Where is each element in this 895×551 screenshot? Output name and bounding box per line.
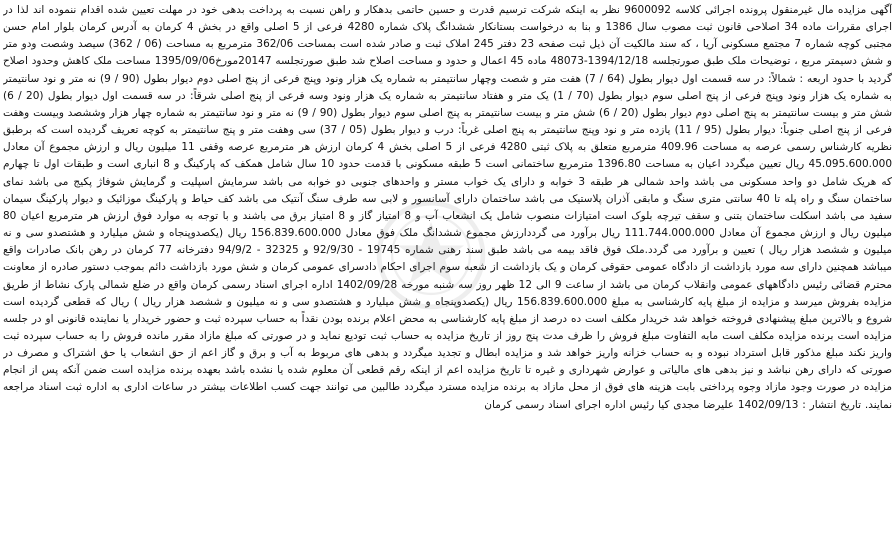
auction-notice-text: آگهی مزایده مال غیرمنقول پرونده اجرائی کلاسه 9600092 نظر به اینکه شرکت ترسیم قدرت و حسین حاتمی بدهکار و راهن نسبت به پرداخت بدهی خود در مهلت تعیین شده اقدام ننموده اند لذا در اجرای مقررات ماده 34 اصلاحی قانون ثبت مصوب سال 1386 و بنا به درخواست بستانکار ششدانگ پلاک شماره 4280 فرعی از 5 اصلی واقع در بخش 4 کرمان به آدرس کرمان بلوار امام حسن مجتبی کوچه شماره 7 مجتمع مسکونی آریا ، که سند مالکیت آن ذیل ثبت صفحه 23 دفتر 245 املاک ثبت و صادر شده است بمساحت 362/06 مترمربع به مساحت (06 / 362) سیصد وشصت ودو متر و شش دسیمتر مربع ، توضیحات ملک طبق صورتجلسه 1394/12/18-48073 ماده 45 اعمال و حدود و مساحت اصلاح شد طبق صورتجلسه 20147مورخ1395/09/06 مساحت ملک کاهش وحدود اصلاح گردید با حدود اربعه : شمالاً: در سه قسمت اول دیوار بطول (64 / 7) هفت متر و شصت وچهار سانتیمتر به شماره یک هزار ونود وپنج فرعی از پنج اصلی دوم دیوار بطول (90 / 9) نه متر و نود سانتیمتر به شماره یک هزار ونود وپنج فرعی از پنج اصلی سوم دیوار بطول (70 / 1) یک متر و هفتاد سانتیمتر به شماره یک هزار ونود وسه فرعی از پنج اصلی شرقاً: در سه قسمت اول دیوار بطول (20 / 6) شش متر و بیست سانتیمتر به پنج اصلی دوم دیوار بطول (20 / 6) شش متر و بیست سانتیمتر به پنج اصلی سوم دیوار بطول (90 / 9) نه متر و نود سانتیمتر به شماره چهار هزار وششصد وبیست وهفت فرعی از پنج اصلی جنوباً: دیوار بطول (95 / 11) یازده متر و نود وپنج سانتیمتر به پنج اصلی غرباً: درب و دیوار بطول (05 / 37) سی وهفت متر و پنج سانتیمتر به کوچه تعریف گردیده است که برطبق نظریه کارشناس رسمی عرصه به مساحت 409.96 مترمربع متعلق به پلاک ثبتی 4280 فرعی از 5 اصلی بخش 4 کرمان ارزش هر مترمربع عرصه وقفی 11 میلیون ریال و ارزش مجموع آن معادل 45.095.600.000 ریال تعیین میگردد اعیان به مساحت 1396.80 مترمربع ساختمانی است 5 طبقه مسکونی با قدمت حدود 10 سال شامل همکف که پارکینگ و 8 انباری است و طبقات اول تا چهارم که هریک شامل دو واحد مسکونی می باشد واحد شمالی هر طبقه 3 خوابه و دارای یک خواب مستر و واحدهای جنوبی دو خوابه می باشد سرمایش اسپلیت و گرمایش شوفاژ پکیج می باشد نمای ساختمان سنگ و راه پله تا 40 سانتی متری سنگ و مابقی آذران پلاستیک می باشد ساختمان دارای آسانسور و لابی سه طرف سنگ آنتیک می باشد کف حیاط و پارکینگ موزائیک و دیوار پارکینگ سیمان سفید می باشد اسکلت ساختمان بتنی و سقف تیرچه بلوک است امتیازات منصوب شامل یک انشعاب آب و 8 امتیاز گاز و 8 امتیاز برق می باشند و با توجه به موارد فوق ارزش هر مترمربع اعیان 80 میلیون ریال و ارزش مجموع آن معادل 111.744.000.000 ریال برآورد می گرددارزش مجموع ششدانگ ملک فوق معادل 156.839.600.000 ریال (یکصدوپنجاه و شش میلیارد و هشتصدو سی و نه میلیون و ششصد هزار ریال ) تعیین و برآورد می گردد.ملک فوق فاقد بیمه می باشد طبق سند رهنی شماره 19745 - 92/9/30 و 32325 - 94/9/2 دفترخانه 77 کرمان در رهن بانک صادرات واقع میباشد همچنین دارای سه مورد بازداشت از دادگاه عمومی حقوقی کرمان و یک بازداشت از شعبه سوم اجرای احکام دادسرای عمومی کرمان و شش مورد بازداشت دائم بموجب دستور صادره از معاونت محترم قضائی رئیس دادگاههای عمومی وانقلاب کرمان می باشد از ساعت 9 الی 12 ظهر روز سه شنبه مورخه 1402/09/28 اداره اجرای اسناد رسمی کرمان واقع در ضلع شمالی پارک نشاط از طریق مزایده بفروش میرسد و مزایده از مبلغ پایه کارشناسی به مبلغ 156.839.600.000 ریال (یکصدوپنجاه و شش میلیارد و هشتصدو سی و نه میلیون و ششصد هزار ریال ) ریال که قطعی گردیده است شروع و بالاترین مبلغ پیشنهادی فروخته خواهد شد خریدار مکلف است ده درصد از مبلغ پایه کارشناسی به محض اعلام برنده بودن نقداً به حساب سپرده ثبت و حضور خریدار یا نماینده قانونی او در جلسه مزایده است برنده مزایده مکلف است مابه التفاوت مبلغ فروش را ظرف مدت پنج روز از تاریخ مزایده به حساب ثبت تودیع نماید و در صورتی که مبلغ مازاد مقرر مانده فروش را به حساب سپرده ثبت واریز نکند مبلغ مذکور قابل استرداد نبوده و به حساب خزانه واریز خواهد شد و مزایده ابطال و تجدید میگردد و بدهی های مربوط به آب و برق و گاز اعم از حق انشعاب یا حق اشتراک و مصرف در صورتی که دارای رهن نباشد و نیز بدهی های مالیاتی و عوارض شهرداری و غیره تا تاریخ مزایده اعم از اینکه رقم قطعی آن معلوم شده یا نشده باشد بعهده برنده مزایده است ضمن آنکه پس از انجام مزایده در صورت وجود مازاد وجوه پرداختی بابت هزینه های فوق از محل مازاد به برنده مزایده مسترد میگردد طالبین می توانند جهت کسب اطلاعات بیشتر در ساعات اداری به اداره ثبت اسناد مراجعه نمایند. تاریخ انتشار : 1402/09/13 علیرضا مجدی کیا رئیس اداره اجرای اسناد رسمی کرمان	[3, 4, 892, 411]
